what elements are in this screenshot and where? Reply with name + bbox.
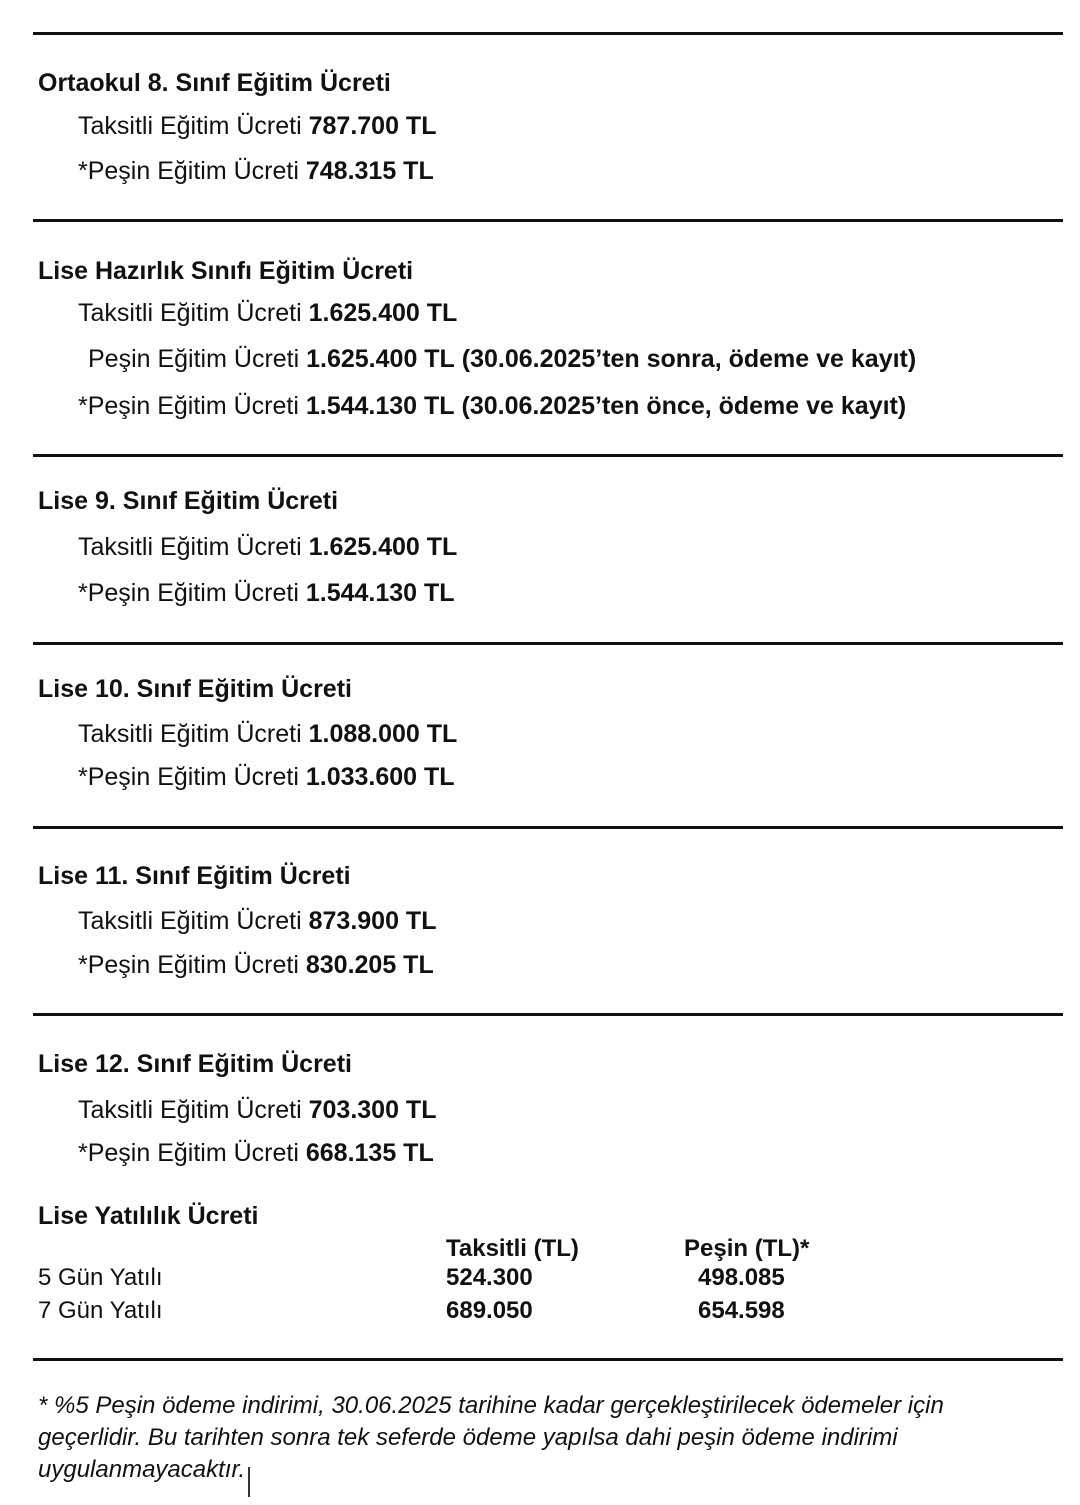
section-title: Lise 9. Sınıf Eğitim Ücreti: [38, 487, 339, 515]
boarding-row-label: 5 Gün Yatılı: [38, 1264, 163, 1291]
fee-amount: 1.625.400 TL: [306, 345, 455, 373]
fee-amount: 668.135 TL: [305, 1139, 434, 1167]
boarding-cash: 498.085: [698, 1264, 785, 1291]
divider: [33, 32, 1063, 35]
fee-amount: 1.544.130 TL: [305, 392, 455, 420]
boarding-installment: 689.050: [446, 1297, 533, 1324]
fee-amount: 1.544.130 TL: [305, 579, 455, 607]
divider: [33, 219, 1063, 222]
fee-row: [78, 111, 436, 141]
fee-row: [78, 906, 436, 936]
fee-row: [78, 391, 906, 421]
fee-amount: 703.300 TL: [308, 1096, 437, 1124]
section-title: Lise Hazırlık Sınıfı Eğitim Ücreti: [38, 257, 414, 285]
fee-row: [78, 578, 455, 608]
boarding-row-label: 7 Gün Yatılı: [38, 1297, 163, 1324]
fee-label: Taksitli Eğitim Ücreti: [78, 907, 302, 935]
section-title: Ortaokul 8. Sınıf Eğitim Ücreti: [38, 69, 391, 97]
divider: [33, 1358, 1063, 1361]
fee-amount: 1.625.400 TL: [308, 533, 458, 561]
fee-label: Taksitli Eğitim Ücreti: [78, 299, 302, 327]
fee-row: [78, 950, 434, 980]
boarding-installment: 524.300: [446, 1264, 533, 1291]
column-header-installment: Taksitli (TL): [446, 1235, 579, 1262]
divider: [33, 826, 1063, 829]
fee-amount: 787.700 TL: [308, 112, 437, 140]
text-cursor: [248, 1467, 250, 1497]
fee-amount: 1.033.600 TL: [305, 763, 455, 791]
fee-row: [88, 344, 916, 374]
fee-amount: 873.900 TL: [308, 907, 437, 935]
fee-row: [78, 762, 455, 792]
section-title: Lise 11. Sınıf Eğitim Ücreti: [38, 862, 351, 890]
fee-label: Peşin Eğitim Ücreti: [88, 345, 300, 373]
divider: [33, 1013, 1063, 1016]
fee-amount: 748.315 TL: [305, 157, 434, 185]
fee-row: [78, 719, 457, 749]
fee-note: (30.06.2025’ten önce, ödeme ve kayıt): [461, 392, 907, 420]
fee-row: [78, 1095, 436, 1125]
boarding-title: Lise Yatılılık Ücreti: [38, 1202, 259, 1230]
fee-row: [78, 156, 434, 186]
fee-label: *Peşin Eğitim Ücreti: [78, 951, 299, 979]
fee-amount: 1.088.000 TL: [308, 720, 458, 748]
fee-label: Taksitli Eğitim Ücreti: [78, 112, 302, 140]
divider: [33, 642, 1063, 645]
fee-label: Taksitli Eğitim Ücreti: [78, 533, 302, 561]
fee-label: *Peşin Eğitim Ücreti: [78, 763, 299, 791]
fee-note: (30.06.2025’ten sonra, ödeme ve kayıt): [461, 345, 917, 373]
fee-row: [78, 532, 457, 562]
fee-row: [78, 1138, 434, 1168]
fee-amount: 830.205 TL: [305, 951, 434, 979]
column-header-cash: Peşin (TL)*: [684, 1235, 810, 1262]
section-title: Lise 10. Sınıf Eğitim Ücreti: [38, 675, 352, 703]
fee-label: *Peşin Eğitim Ücreti: [78, 392, 299, 420]
fee-label: *Peşin Eğitim Ücreti: [78, 1139, 299, 1167]
footnote: * %5 Peşin ödeme indirimi, 30.06.2025 tarihine kadar gerçekleştirilecek ödemeler için geçerlidir. Bu tarihten sonra tek seferde ödeme yapılsa dahi peşin ödeme indirimi uygulanmayacaktır.: [38, 1392, 944, 1483]
fee-amount: 1.625.400 TL: [308, 299, 458, 327]
fee-label: Taksitli Eğitim Ücreti: [78, 1096, 302, 1124]
fee-row: [78, 298, 457, 328]
fee-label: Taksitli Eğitim Ücreti: [78, 720, 302, 748]
boarding-cash: 654.598: [698, 1297, 785, 1324]
divider: [33, 454, 1063, 457]
fee-label: *Peşin Eğitim Ücreti: [78, 579, 299, 607]
fee-label: *Peşin Eğitim Ücreti: [78, 157, 299, 185]
section-title: Lise 12. Sınıf Eğitim Ücreti: [38, 1050, 352, 1078]
